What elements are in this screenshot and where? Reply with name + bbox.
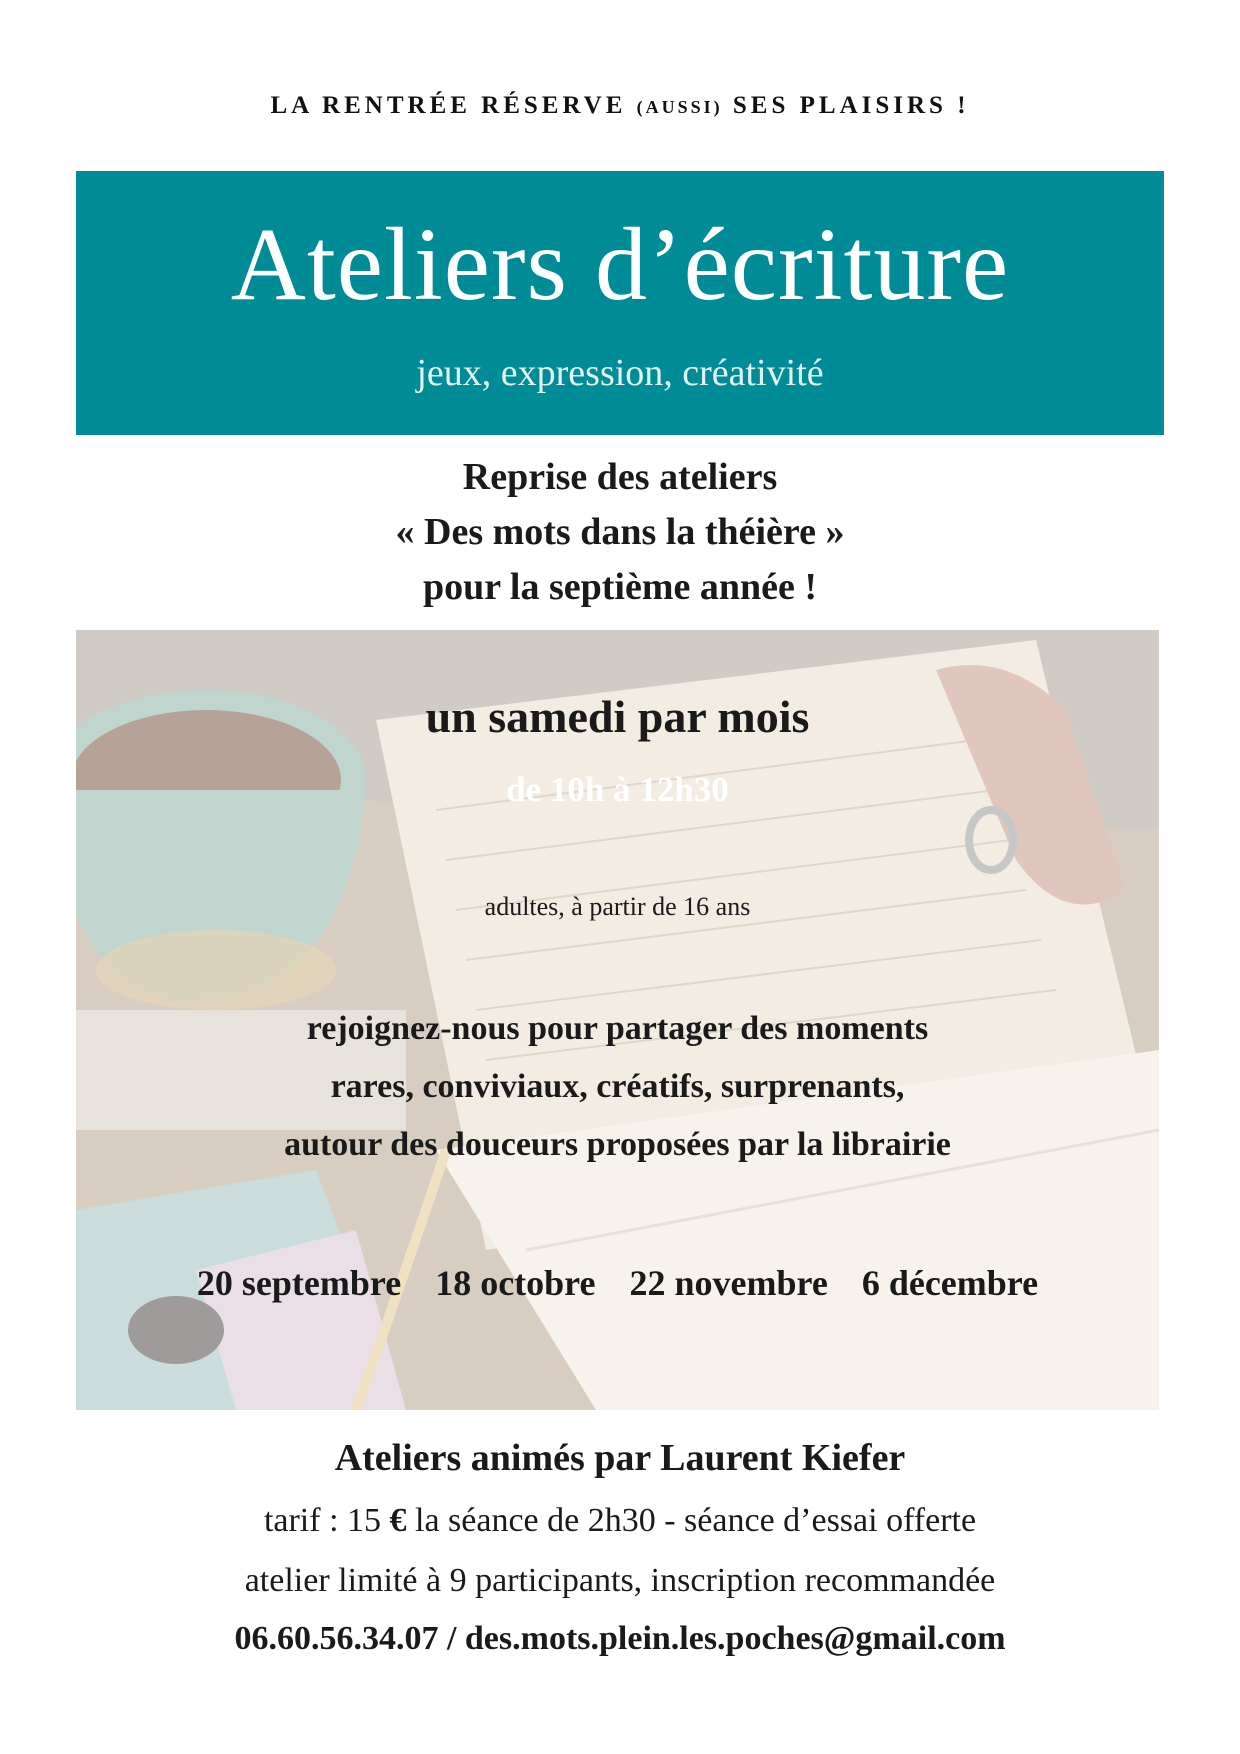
invitation-line-2: rares, conviviaux, créatifs, surprenants, <box>330 1068 905 1105</box>
tagline-aside: (AUSSI) <box>636 97 723 117</box>
participant-limit-line: atelier limité à 9 participants, inscription recommandée <box>244 1562 996 1599</box>
background-photo-panel <box>76 630 1159 1410</box>
page-subtitle: jeux, expression, créativité <box>416 352 824 394</box>
tarif-suffix: la séance de 2h30 - séance d’essai offerte <box>415 1502 977 1539</box>
date-item: 6 décembre <box>861 1263 1039 1303</box>
contact-line: 06.60.56.34.07 / des.mots.plein.les.poches@gmail.com <box>234 1620 1006 1657</box>
reprise-line-1: Reprise des ateliers <box>462 456 778 498</box>
invitation-line-1: rejoignez-nous pour partager des moments <box>306 1010 929 1047</box>
invitation-text <box>76 1000 1159 1174</box>
reprise-line-3: pour la septième année ! <box>422 566 818 608</box>
invitation-line-3: autour des douceurs proposées par la librairie <box>284 1126 951 1163</box>
page-title: Ateliers d’écriture <box>230 207 1010 322</box>
tarif-line <box>0 1502 1240 1540</box>
reprise-block <box>0 450 1240 615</box>
euro-sign: € <box>389 1502 407 1539</box>
date-item: 18 octobre <box>435 1263 596 1303</box>
tarif-prefix: tarif : 15 <box>263 1502 382 1539</box>
tagline-end: SES PLAISIRS ! <box>732 92 970 119</box>
tagline <box>0 92 1240 120</box>
animator-line: Ateliers animés par Laurent Kiefer <box>334 1437 906 1479</box>
photo-panel-text <box>76 630 1159 1410</box>
date-item: 20 septembre <box>196 1263 402 1303</box>
frequency-heading: un samedi par mois <box>425 691 810 742</box>
audience-text: adultes, à partir de 16 ans <box>484 892 751 921</box>
reprise-line-2: « Des mots dans la théière » <box>395 511 845 553</box>
title-banner <box>76 171 1164 435</box>
session-dates <box>76 1262 1159 1304</box>
date-item: 22 novembre <box>629 1263 828 1303</box>
hours-text: de 10h à 12h30 <box>506 770 729 809</box>
tagline-start: LA RENTRÉE RÉSERVE <box>270 92 627 119</box>
